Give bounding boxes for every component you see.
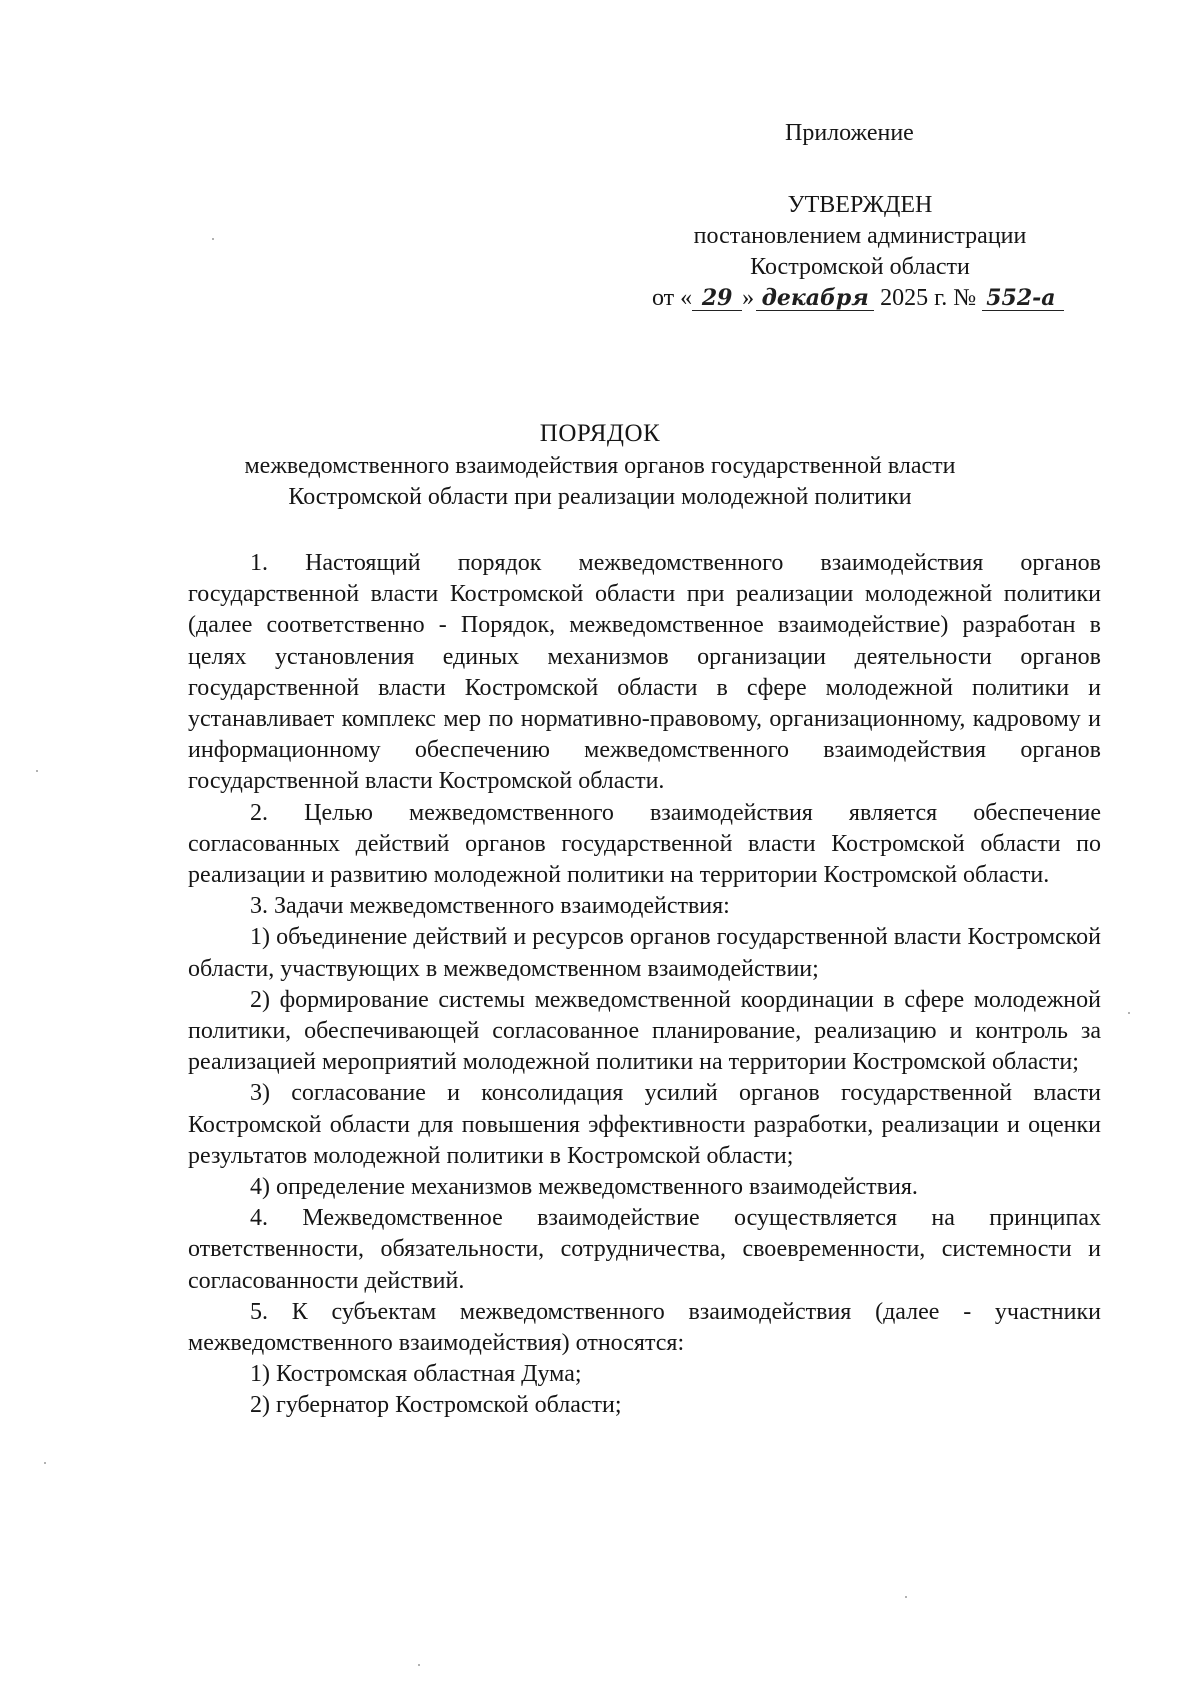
approved-stamp: УТВЕРЖДЕН — [787, 192, 933, 218]
paragraph-5-item-2: 2) губернатор Костромской области; — [250, 1392, 622, 1419]
date-prefix: от « — [652, 285, 693, 311]
paragraph-3-item-2: 2) формирование системы межведомственной координации в сфере молодежной политики, обеспечивающей согласованное планирование, реализацию и контроль за реализацией мероприятий молодежной политики на территории Костромской области; — [188, 986, 1101, 1076]
title-line1: межведомственного взаимодействия органов государственной власти — [244, 453, 956, 479]
paragraph-1: 1. Настоящий порядок межведомственного взаимодействия органов государственной власти Костромской области при реализации молодежной политики (далее соответственно - Порядок, межведомственное взаимодействие) разработан в целях установления единых механизмов организации деятельности органов государственной власти Костромской области в сфере молодежной политики и устанавливает комплекс мер по нормативно-правовому, организационному, кадровому и информационному обеспечению межведомственного взаимодействия органов государственной власти Костромской области. — [188, 550, 1101, 795]
scan-speck — [1128, 1012, 1130, 1014]
scan-speck — [212, 238, 214, 240]
handwritten-month: декабря — [756, 286, 874, 311]
scan-speck — [44, 1462, 46, 1464]
appendix-label: Приложение — [785, 120, 914, 146]
scan-speck — [36, 770, 38, 772]
paragraph-3-item-4: 4) определение механизмов межведомственного взаимодействия. — [250, 1174, 918, 1201]
approval-block — [610, 190, 1110, 314]
paragraph-3-item-1: 1) объединение действий и ресурсов органов государственной власти Костромской области, участвующих в межведомственном взаимодействии; — [188, 924, 1101, 982]
paragraph-5-item-1: 1) Костромская областная Дума; — [250, 1361, 582, 1388]
paragraph-5: 5. К субъектам межведомственного взаимодействия (далее - участники межведомственного взаимодействия) относятся: — [188, 1298, 1101, 1357]
approved-by-line2: Костромской области — [750, 254, 970, 280]
approved-by-line1: постановлением администрации — [693, 223, 1027, 249]
scan-speck — [418, 1664, 420, 1666]
paragraph-3-item-3: 3) согласование и консолидация усилий органов государственной власти Костромской области для повышения эффективности разработки, реализации и оценки результатов молодежной политики в Костромской области; — [188, 1080, 1101, 1169]
date-quote-close: » — [742, 285, 755, 311]
handwritten-day: 29 — [692, 286, 742, 311]
paragraph-4: 4. Межведомственное взаимодействие осуществляется на принципах ответственности, обязательности, сотрудничества, своевременности, системности и согласованности действий. — [188, 1205, 1101, 1294]
title-heading: ПОРЯДОК — [539, 420, 661, 447]
decree-date-line — [610, 283, 1110, 314]
title-line2: Костромской области при реализации молодежной политики — [288, 484, 912, 510]
date-year: 2025 г. № — [880, 285, 977, 311]
paragraph-2: 2. Целью межведомственного взаимодействия является обеспечение согласованных действий органов государственной власти Костромской области по реализации и развитию молодежной политики на территории Костромской области. — [188, 799, 1101, 889]
handwritten-doc-number: 552-а — [982, 286, 1064, 311]
document-body — [188, 548, 1101, 1422]
scan-speck — [905, 1596, 907, 1598]
paragraph-3: 3. Задачи межведомственного взаимодействия: — [250, 893, 730, 920]
document-title — [200, 418, 1000, 513]
